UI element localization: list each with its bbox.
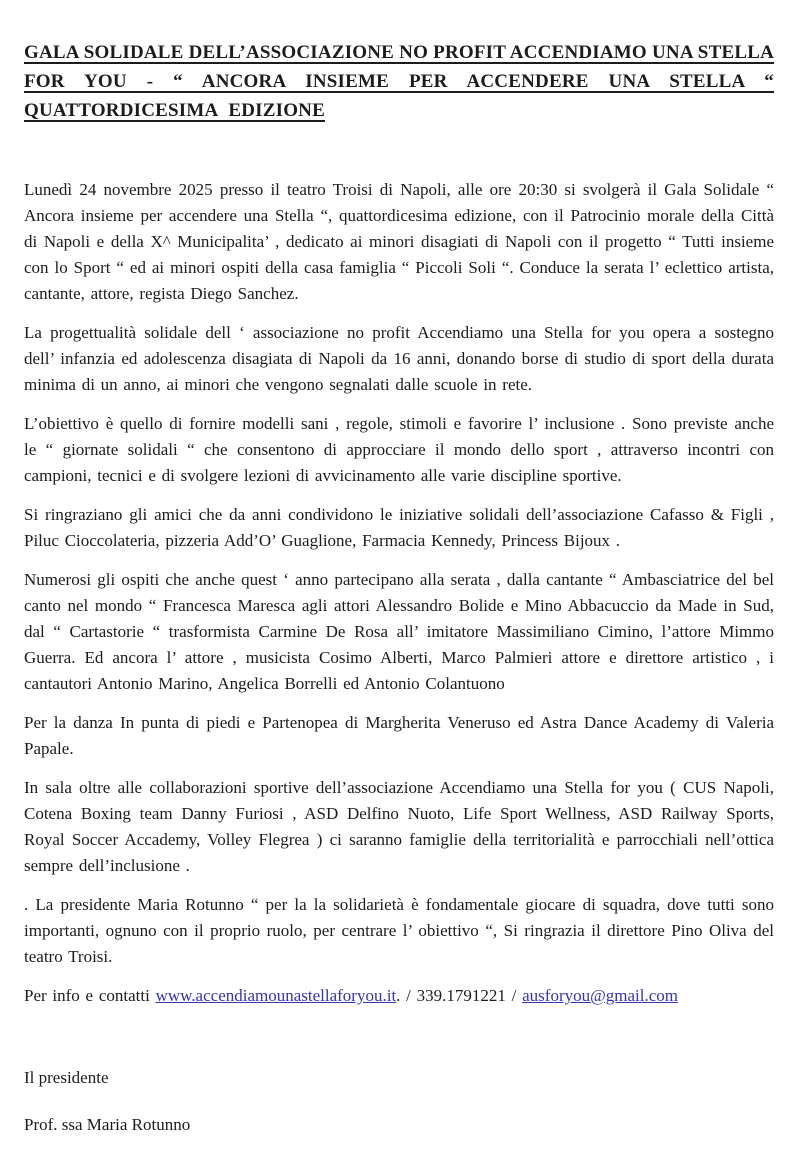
paragraph-sport-collaborations: In sala oltre alle collaborazioni sportive dell’associazione Accendiamo una Stella for you ( CUS Napoli, Cotena Boxing team Danny Furiosi , ASD Delfino Nuoto, Life Sport Wellness, ASD Railway Sports, Royal Soccer Accademy, Volley Flegrea ) ci saranno famiglie della territorialità e parrocchiali nell’ottica sempre dell’inclusione . [24, 778, 774, 875]
contact-line [24, 983, 774, 1009]
document-title [24, 38, 774, 125]
paragraph-guests: Numerosi gli ospiti che anche quest ‘ anno partecipano alla serata , dalla cantante “ Ambasciatrice del bel canto nel mondo “ Francesca Maresca agli attori Alessandro Bolide e Mino Abbacuccio da Made in Sud, dal “ Cartastorie “ trasformista Carmine De Rosa all’ imitatore Massimiliano Cimino, l’attore Mimmo Guerra. Ed ancora l’ attore , musicista Cosimo Alberti, Marco Palmieri attore e direttore artistico , i cantautori Antonio Marino, Angelica Borrelli ed Antonio Colantuono [24, 570, 774, 693]
paragraph-dance: Per la danza In punta di piedi e Partenopea di Margherita Veneruso ed Astra Dance Academy di Valeria Papale. [24, 713, 774, 758]
title-line-2: FOR YOU - “ ANCORA INSIEME PER ACCENDERE UNA STELLA “ [24, 71, 774, 92]
paragraph-thanks-sponsors: Si ringraziano gli amici che da anni condividono le iniziative solidali dell’associazione Cafasso & Figli , Piluc Cioccolateria, pizzeria Add’O’ Guaglione, Farmacia Kennedy, Princess Bijoux . [24, 505, 774, 550]
paragraph-objective: L’obiettivo è quello di fornire modelli sani , regole, stimoli e favorire l’ inclusione . Sono previste anche le “ giornate solidali “ che consentono di approcciare il mondo dello sport , attraverso incontri con campioni, tecnici e di svolgere lezioni di avvicinamento alle varie discipline sportive. [24, 414, 774, 485]
paragraph-association-mission: La progettualità solidale dell ‘ associazione no profit Accendiamo una Stella for you opera a sostegno dell’ infanzia ed adolescenza disagiata di Napoli da 16 anni, donando borse di studio di sport della durata minima di un anno, ai minori che vengono segnalati dalle scuole in rete. [24, 323, 774, 394]
signature-block [24, 1065, 774, 1138]
paragraph-event-intro: Lunedì 24 novembre 2025 presso il teatro Troisi di Napoli, alle ore 20:30 si svolgerà il Gala Solidale “ Ancora insieme per accendere una Stella “, quattordicesima edizione, con il Patrocinio morale della Città di Napoli e della X^ Municipalita’ , dedicato ai minori disagiati di Napoli con il progetto “ Tutti insieme con lo Sport “ ed ai minori ospiti della casa famiglia “ Piccoli Soli “. Conduce la serata l’ eclettico artista, cantante, attore, regista Diego Sanchez. [24, 180, 774, 303]
document-body [24, 177, 774, 1009]
contact-prefix: Per info e contatti [24, 986, 156, 1005]
contact-separator: . / 339.1791221 / [396, 986, 523, 1005]
signature-name: Prof. ssa Maria Rotunno [24, 1115, 191, 1134]
signature-role: Il presidente [24, 1068, 109, 1087]
title-line-1: GALA SOLIDALE DELL’ASSOCIAZIONE NO PROFIT ACCENDIAMO UNA STELLA [24, 42, 774, 63]
email-link[interactable]: ausforyou@gmail.com [522, 986, 678, 1005]
paragraph-president-quote: . La presidente Maria Rotunno “ per la la solidarietà è fondamentale giocare di squadra, dove tutti sono importanti, ognuno con il proprio ruolo, per centrare l’ obiettivo “, Si ringrazia il direttore Pino Oliva del teatro Troisi. [24, 895, 774, 966]
website-link[interactable]: www.accendiamounastellaforyou.it [155, 986, 397, 1005]
title-line-3: QUATTORDICESIMA EDIZIONE [24, 100, 325, 121]
